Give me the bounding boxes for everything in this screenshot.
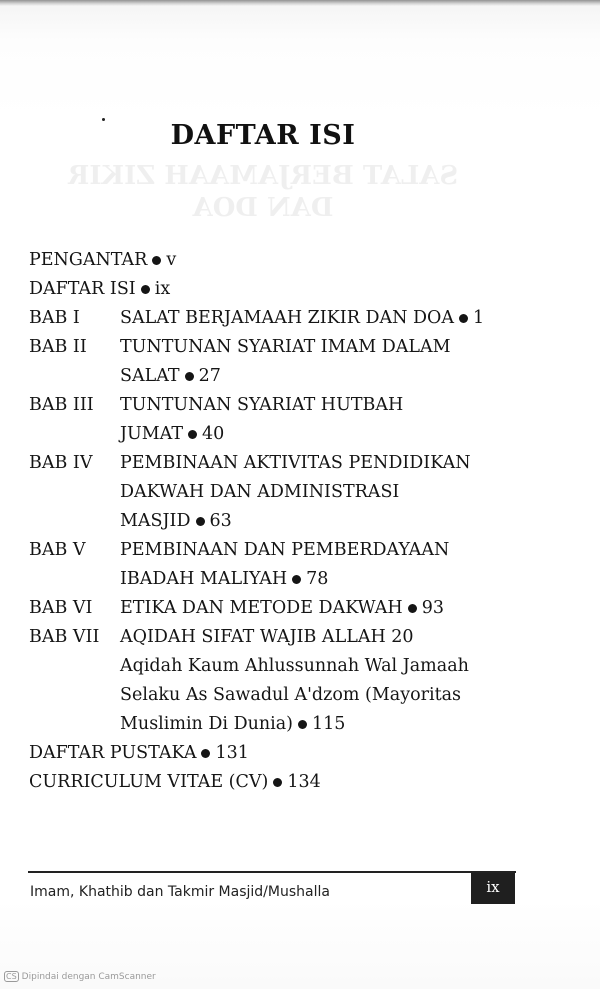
table-of-contents <box>29 246 509 797</box>
toc-line <box>29 710 509 739</box>
chapter-label: BAB IV <box>29 453 93 473</box>
entry-title: DAFTAR PUSTAKA <box>29 743 197 763</box>
toc-entry <box>29 275 509 304</box>
toc-text-line <box>120 304 484 333</box>
toc-text-line <box>120 565 328 594</box>
scan-top-edge <box>0 0 600 6</box>
footer-rule <box>28 871 516 873</box>
toc-line <box>29 420 509 449</box>
toc-line <box>29 768 509 797</box>
toc-line <box>29 739 509 768</box>
page-title: DAFTAR ISI <box>170 120 356 151</box>
entry-title: PEMBINAAN DAN PEMBERDAYAAN <box>120 540 450 560</box>
toc-text-line <box>29 275 170 304</box>
toc-line <box>29 652 509 681</box>
toc-entry <box>29 623 509 739</box>
bullet-icon <box>196 517 205 526</box>
toc-text-line <box>120 652 469 681</box>
bullet-icon <box>408 604 417 613</box>
toc-line <box>29 391 509 420</box>
bleed-through-line-2: DAN DOA <box>192 193 334 223</box>
toc-text-line <box>120 710 345 739</box>
toc-line <box>29 304 509 333</box>
scanner-watermark <box>4 971 156 982</box>
toc-line <box>29 565 509 594</box>
entry-title: CURRICULUM VITAE (CV) <box>29 772 269 792</box>
toc-text-line <box>120 449 471 478</box>
toc-entry <box>29 304 509 333</box>
toc-line <box>29 478 509 507</box>
toc-line <box>29 275 509 304</box>
entry-title: PENGANTAR <box>29 250 148 270</box>
chapter-label: BAB I <box>29 308 80 328</box>
bullet-icon <box>292 575 301 584</box>
toc-entry <box>29 594 509 623</box>
toc-text-line <box>29 739 249 768</box>
toc-line <box>29 246 509 275</box>
toc-text-line <box>120 594 444 623</box>
toc-line <box>29 362 509 391</box>
toc-text-line <box>120 478 399 507</box>
toc-entry <box>29 246 509 275</box>
toc-text-line <box>120 391 403 420</box>
toc-text-line <box>29 246 176 275</box>
entry-title: Aqidah Kaum Ahlussunnah Wal Jamaah <box>120 656 469 676</box>
toc-entry <box>29 449 509 536</box>
toc-line <box>29 623 509 652</box>
toc-line <box>29 681 509 710</box>
bleed-through-line-1: SALAT BERJAMAAH ZIKIR <box>67 161 459 191</box>
bullet-icon <box>141 285 150 294</box>
toc-text-line <box>120 362 221 391</box>
chapter-label: BAB III <box>29 395 94 415</box>
page-number: 93 <box>421 598 444 618</box>
page-number: 27 <box>198 366 221 386</box>
entry-title: DAFTAR ISI <box>29 279 136 299</box>
bullet-icon <box>273 778 282 787</box>
page-number: 1 <box>473 308 485 328</box>
chapter-label: BAB II <box>29 337 87 357</box>
bullet-icon <box>188 430 197 439</box>
toc-entry <box>29 536 509 594</box>
toc-line <box>29 536 509 565</box>
entry-title: PEMBINAAN AKTIVITAS PENDIDIKAN <box>120 453 471 473</box>
watermark-text: Dipindai dengan CamScanner <box>21 972 156 982</box>
toc-text-line <box>120 623 414 652</box>
toc-entry <box>29 391 509 449</box>
entry-title: SALAT BERJAMAAH ZIKIR DAN DOA <box>120 308 455 328</box>
bullet-icon <box>152 256 161 265</box>
page-number: 40 <box>202 424 225 444</box>
page-number: 134 <box>287 772 321 792</box>
chapter-label: BAB VI <box>29 598 93 618</box>
toc-text-line <box>29 768 321 797</box>
entry-title: IBADAH MALIYAH <box>120 569 288 589</box>
bullet-icon <box>298 720 307 729</box>
chapter-label: BAB V <box>29 540 86 560</box>
toc-line <box>29 507 509 536</box>
bullet-icon <box>201 749 210 758</box>
bleed-through-text <box>0 160 526 224</box>
page-number: 78 <box>306 569 329 589</box>
entry-title: ETIKA DAN METODE DAKWAH <box>120 598 403 618</box>
footer-book-title: Imam, Khathib dan Takmir Masjid/Mushalla <box>30 884 330 900</box>
entry-title: DAKWAH DAN ADMINISTRASI <box>120 482 400 502</box>
toc-line <box>29 449 509 478</box>
toc-entry <box>29 739 509 768</box>
page-number: v <box>166 250 177 270</box>
entry-title: MASJID <box>120 511 191 531</box>
toc-text-line <box>120 681 461 710</box>
toc-line <box>29 333 509 362</box>
entry-title: JUMAT <box>120 424 184 444</box>
toc-line <box>29 594 509 623</box>
toc-text-line <box>120 420 224 449</box>
toc-text-line <box>120 333 451 362</box>
entry-title: TUNTUNAN SYARIAT IMAM DALAM <box>120 337 451 357</box>
toc-text-line <box>120 536 449 565</box>
entry-title: TUNTUNAN SYARIAT HUTBAH <box>120 395 404 415</box>
entry-title: Muslimin Di Dunia) <box>120 714 294 734</box>
toc-text-line <box>120 507 232 536</box>
page-number: ix <box>154 279 171 299</box>
entry-title: AQIDAH SIFAT WAJIB ALLAH 20 <box>120 627 414 647</box>
toc-entry <box>29 768 509 797</box>
entry-title: SALAT <box>120 366 180 386</box>
camscanner-logo-icon: CS <box>6 972 17 981</box>
toc-entry <box>29 333 509 391</box>
page-number: 115 <box>312 714 346 734</box>
bullet-icon <box>459 314 468 323</box>
page-number: 63 <box>209 511 232 531</box>
page-number-badge: ix <box>471 873 515 904</box>
chapter-label: BAB VII <box>29 627 100 647</box>
page-number: 131 <box>215 743 249 763</box>
bullet-icon <box>185 372 194 381</box>
entry-title: Selaku As Sawadul A'dzom (Mayoritas <box>120 685 462 705</box>
